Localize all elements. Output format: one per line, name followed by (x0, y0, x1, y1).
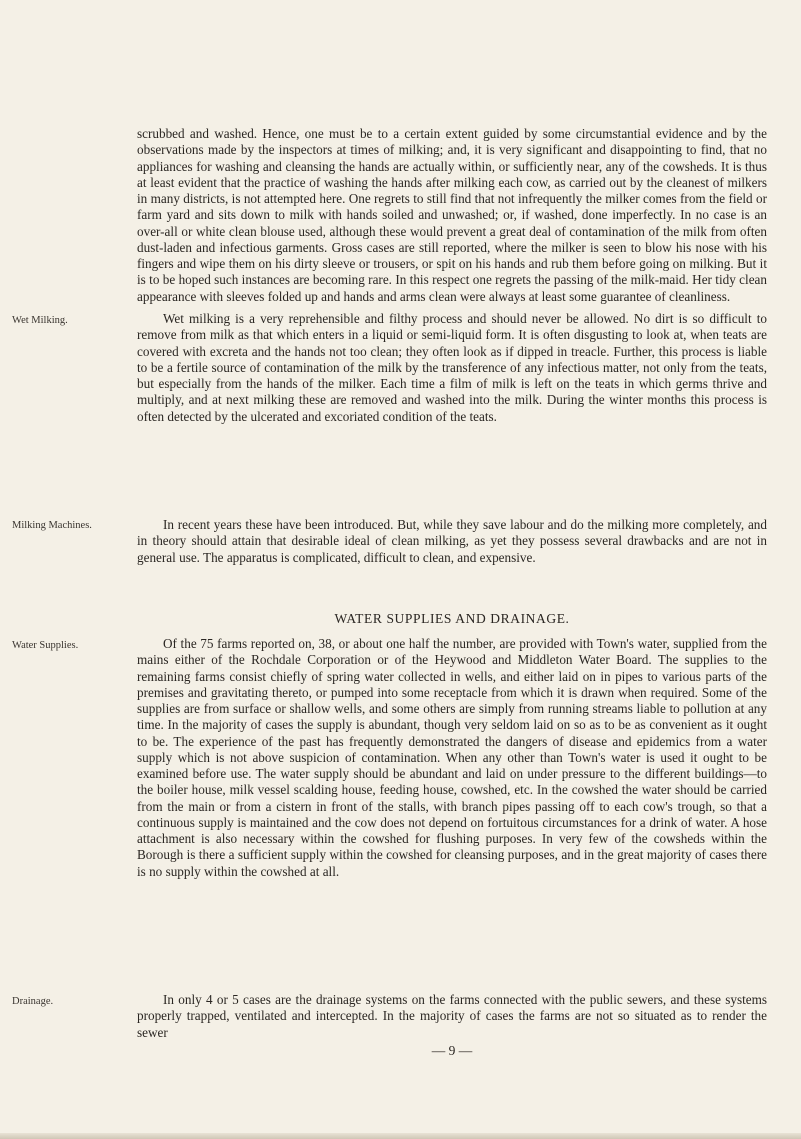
paragraph-wet-milking: Wet milking is a very reprehensible and filthy process and should never be allowed. No dirt is so difficult to remove from milk as that which enters in a liquid or semi-liquid form. It is often disgusting to look at, when teats are covered with excreta and the hands not too clean; they often look as if dipped in treacle. Further, this process is liable to be a fertile source of contamination of the milk by the transference of any infectious matter, not only from the teats, but especially from the hands of the milker. Each time a film of milk is left on the teats in which germs thrive and multiply, and at next milking these are removed and washed into the milk. During the winter months this process is often detected by the ulcerated and excoriated condition of the teats. (137, 311, 767, 424)
paragraph-milking-machines: In recent years these have been introduced. But, while they save labour and do the milking more completely, and in theory should attain that desirable ideal of clean milking, as yet they possess several drawbacks and are not in general use. The apparatus is complicated, difficult to clean, and expensive. (137, 517, 767, 565)
margin-note-wet-milking: Wet Milking. (12, 315, 68, 326)
margin-note-milking-machines: Milking Machines. (12, 520, 92, 531)
paragraph-opening: scrubbed and washed. Hence, one must be to a certain extent guided by some circumstantial evidence and by the observations made by the inspectors at times of milking; and, it is very significant and disappointing to find, that no appliances for washing and cleansing the hands are actually within, or sufficiently near, any of the cowsheds. It is thus at least evident that the practice of washing the hands after milking each cow, as carried out by the cleanest of milkers in many districts, is not attempted here. One regrets to still find that not infrequently the milker comes from the field or farm yard and sits down to milk with hands soiled and unwashed; or, if washed, done imperfectly. In no case is an over-all or white clean blouse used, although these would prevent a great deal of contamination of the milk from often dust-laden and infectious garments. Gross cases are still reported, where the milker is seen to blow his nose with his fingers and wipe them on his dirty sleeve or trousers, or spit on his hands and rub them before going on milking. But it is to be hoped such instances are becoming rare. In this respect one regrets the passing of the milk-maid. Her tidy clean appearance with sleeves folded up and hands and arms clean were always at least some guarantee of cleanliness. (137, 126, 767, 304)
page-number: — 9 — (431, 1043, 473, 1058)
paragraph-water-supplies: Of the 75 farms reported on, 38, or about one half the number, are provided with Town's water, supplied from the mains either of the Rochdale Corporation or of the Heywood and Middleton Water Board. The supplies to the remaining farms consist chiefly of spring water collected in wells, and either laid on in pipes to various parts of the premises and gravitating thereto, or pumped into some receptacle from which it is drawn when required. Some of the supplies are from surface or shallow wells, and some others are simply from running streams liable to pollution at any time. In the majority of cases the supply is abundant, though very seldom laid on so as to be as convenient as it ought to be. The experience of the past has frequently demonstrated the dangers of disease and epidemics from a water supply which is not above suspicion of contamination. When any other than Town's water is used it ought to be examined before use. The water supply should be abundant and laid on under pressure to the different buildings—to the boiler house, milk vessel scalding house, feeding house, cowshed, etc. In the cowshed the water should be carried from the main or from a cistern in front of the stalls, with branch pipes passing off to each cow's trough, so that a continuous supply is maintained and the cow does not depend on fortuitous circumstances for a drink of water. A hose attachment is also necessary within the cowshed for flushing purposes. In very few of the cowsheds within the Borough is there a sufficient supply within the cowshed for cleansing purposes, and in the great majority of cases there is no supply within the cowshed at all. (137, 636, 767, 879)
section-heading-water-drainage: WATER SUPPLIES AND DRAINAGE. (334, 611, 570, 626)
page-bottom-edge (0, 1133, 801, 1139)
margin-note-water-supplies: Water Supplies. (12, 640, 79, 651)
margin-note-drainage: Drainage. (12, 996, 54, 1007)
paragraph-drainage: In only 4 or 5 cases are the drainage systems on the farms connected with the public sewers, and these systems properly trapped, ventilated and intercepted. In the majority of cases the farms are not so situated as to render the sewer (137, 992, 767, 1040)
